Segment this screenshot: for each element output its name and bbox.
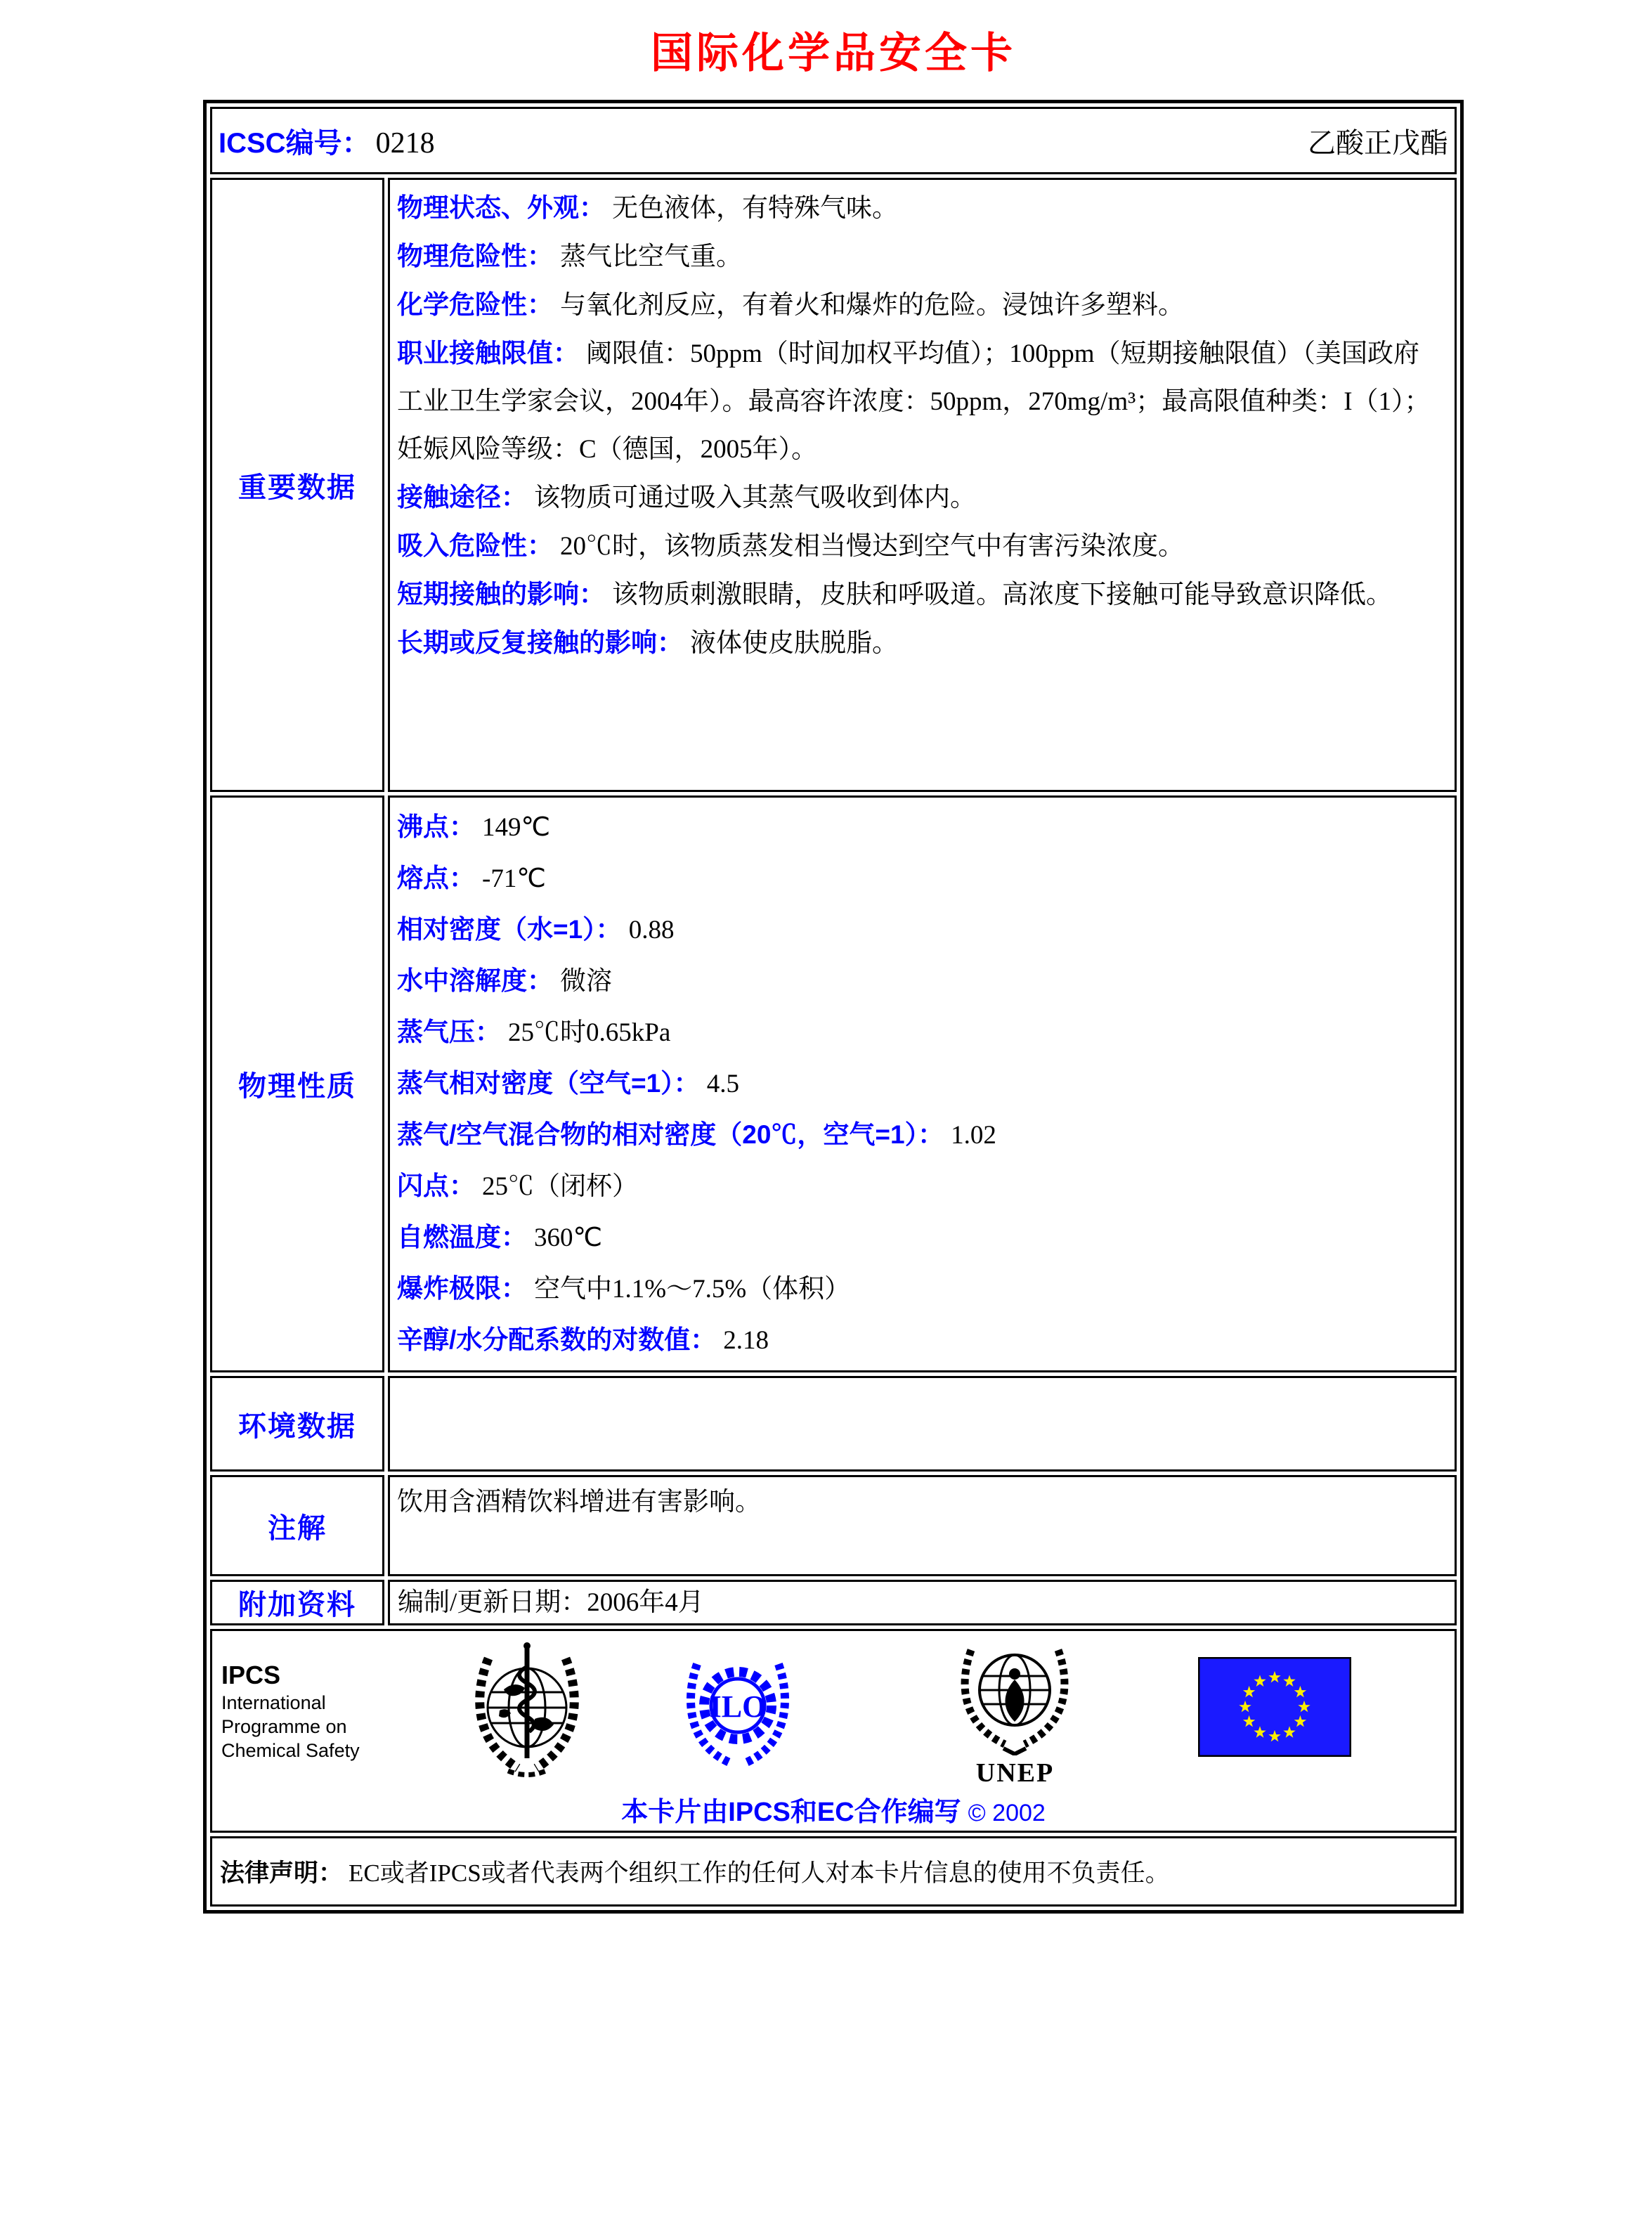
notes-content: [388, 1475, 1457, 1576]
additional-info-text: 编制/更新日期：2006年4月: [398, 1587, 704, 1617]
section-label-physical-properties: 物理性质: [210, 795, 384, 1372]
field-row: [397, 474, 1445, 522]
field-label: 职业接触限值：: [397, 339, 579, 368]
field-row: [397, 1110, 1445, 1161]
field-value: 20℃时，该物质蒸发相当慢达到空气中有害污染浓度。: [560, 532, 1184, 561]
field-value: 0.88: [628, 916, 675, 944]
field-label: 物理状态、外观：: [397, 193, 605, 222]
field-label: 接触途径：: [397, 483, 527, 512]
field-row: [397, 1007, 1445, 1058]
unep-logo-icon: [950, 1637, 1080, 1787]
field-row: [397, 184, 1445, 233]
ipcs-line1: International: [221, 1692, 326, 1713]
field-value: 阈限值：50ppm（时间加权平均值）；100ppm（短期接触限值）（美国政府工业卫生学家会议，2004年）。最高容许浓度：50ppm，270mg/m³；最高限值种类：I（1）；妊娠风险等级：C（德国，2005年）。: [397, 339, 1431, 464]
icsc-number-label: ICSC编号：: [219, 127, 370, 159]
field-row: [397, 956, 1445, 1007]
ipcs-acronym: IPCS: [221, 1661, 281, 1689]
icsc-number-value: 0218: [375, 126, 435, 160]
physical-properties-content: [388, 795, 1457, 1372]
ipcs-line3: Chemical Safety: [221, 1740, 360, 1761]
field-label: 爆炸极限：: [397, 1274, 527, 1303]
field-value: 该物质刺激眼睛，皮肤和呼吸道。高浓度下接触可能导致意识降低。: [612, 580, 1392, 609]
field-row: [397, 1264, 1445, 1315]
additional-info-content: [388, 1580, 1457, 1625]
field-value: 25℃时0.65kPa: [508, 1018, 671, 1047]
field-label: 蒸气/空气混合物的相对密度（20℃，空气=1）：: [397, 1120, 944, 1149]
field-value: 360℃: [534, 1223, 603, 1252]
legal-notice-label: 法律声明：: [220, 1859, 344, 1887]
field-label: 长期或反复接触的影响：: [397, 628, 683, 657]
legal-notice-cell: [210, 1836, 1457, 1907]
field-row: [397, 281, 1445, 330]
credit-line: [213, 1790, 1454, 1829]
field-label: 闪点：: [397, 1171, 475, 1200]
field-label: 相对密度（水=1）：: [397, 915, 622, 944]
chemical-name: 乙酸正戊酯: [1308, 126, 1448, 159]
environmental-data-content: [388, 1376, 1457, 1472]
field-value: -71℃: [482, 864, 546, 893]
legal-notice-text: EC或者IPCS或者代表两个组织工作的任何人对本卡片信息的使用不负责任。: [349, 1859, 1170, 1887]
ilo-logo-text: ILO: [709, 1689, 767, 1724]
field-value: 无色液体，有特殊气味。: [612, 194, 898, 223]
field-value: 液体使皮肤脱脂。: [690, 629, 898, 658]
field-row: [397, 802, 1445, 853]
additional-info-row: [210, 1580, 1457, 1625]
field-value: 该物质可通过吸入其蒸气吸收到体内。: [534, 483, 976, 512]
section-label-additional-info: 附加资料: [210, 1580, 384, 1625]
field-row: [397, 522, 1445, 571]
field-value: 微溶: [560, 967, 612, 996]
unep-logo-text: UNEP: [975, 1758, 1055, 1788]
page-title: 国际化学品安全卡: [651, 30, 1016, 77]
field-value: 空气中1.1%～7.5%（体积）: [534, 1275, 851, 1304]
who-logo-icon: [467, 1637, 587, 1781]
field-row: [397, 1058, 1445, 1110]
field-label: 辛醇/水分配系数的对数值：: [397, 1325, 717, 1354]
field-label: 化学危险性：: [397, 290, 553, 319]
field-value: 4.5: [706, 1070, 739, 1098]
field-value: 149℃: [482, 813, 551, 842]
field-label: 蒸气压：: [397, 1018, 501, 1046]
field-row: [397, 619, 1445, 668]
environmental-data-row: [210, 1376, 1457, 1472]
ilo-logo-icon: [682, 1646, 794, 1776]
physical-properties-row: [210, 795, 1457, 1372]
credit-text: 本卡片由IPCS和EC合作编写: [621, 1798, 961, 1827]
section-label-important-data: 重要数据: [210, 178, 384, 792]
field-label: 沸点：: [397, 812, 475, 841]
field-label: 吸入危险性：: [397, 531, 553, 560]
section-label-notes: 注解: [210, 1475, 384, 1576]
field-row: [397, 853, 1445, 904]
icsc-number-group: [219, 121, 435, 161]
eu-flag-icon: [1198, 1657, 1351, 1760]
field-value: 1.02: [951, 1121, 996, 1150]
field-row: [397, 1212, 1445, 1264]
field-row: [397, 904, 1445, 956]
field-value: 与氧化剂反应，有着火和爆炸的危险。浸蚀许多塑料。: [560, 291, 1184, 320]
field-row: [397, 1161, 1445, 1212]
copyright-text: © 2002: [968, 1800, 1046, 1826]
ipcs-line2: Programme on: [221, 1716, 347, 1737]
logos-row: [210, 1629, 1457, 1833]
icsc-card-table: [203, 100, 1464, 1914]
legal-notice-row: [210, 1836, 1457, 1907]
header-row: [210, 107, 1457, 174]
field-label: 蒸气相对密度（空气=1）：: [397, 1069, 700, 1098]
field-label: 熔点：: [397, 864, 475, 892]
field-value: 25℃（闭杯）: [482, 1172, 638, 1201]
field-label: 物理危险性：: [397, 242, 553, 271]
important-data-content: [388, 178, 1457, 792]
field-row: [397, 1315, 1445, 1366]
field-label: 水中溶解度：: [397, 966, 553, 995]
important-data-row: [210, 178, 1457, 792]
notes-text: 饮用含酒精饮料增进有害影响。: [397, 1488, 761, 1517]
field-row: [397, 233, 1445, 281]
field-value: 2.18: [723, 1326, 769, 1355]
field-row: [397, 330, 1445, 474]
notes-row: [210, 1475, 1457, 1576]
icsc-card-page: [203, 0, 1464, 1914]
field-label: 自燃温度：: [397, 1223, 527, 1252]
header-cell: [210, 107, 1457, 174]
field-row: [397, 571, 1445, 619]
logos-cell: [210, 1629, 1457, 1833]
ipcs-text-block: [221, 1660, 397, 1762]
field-label: 短期接触的影响：: [397, 580, 605, 609]
section-label-environmental-data: 环境数据: [210, 1376, 384, 1472]
field-value: 蒸气比空气重。: [560, 242, 742, 271]
